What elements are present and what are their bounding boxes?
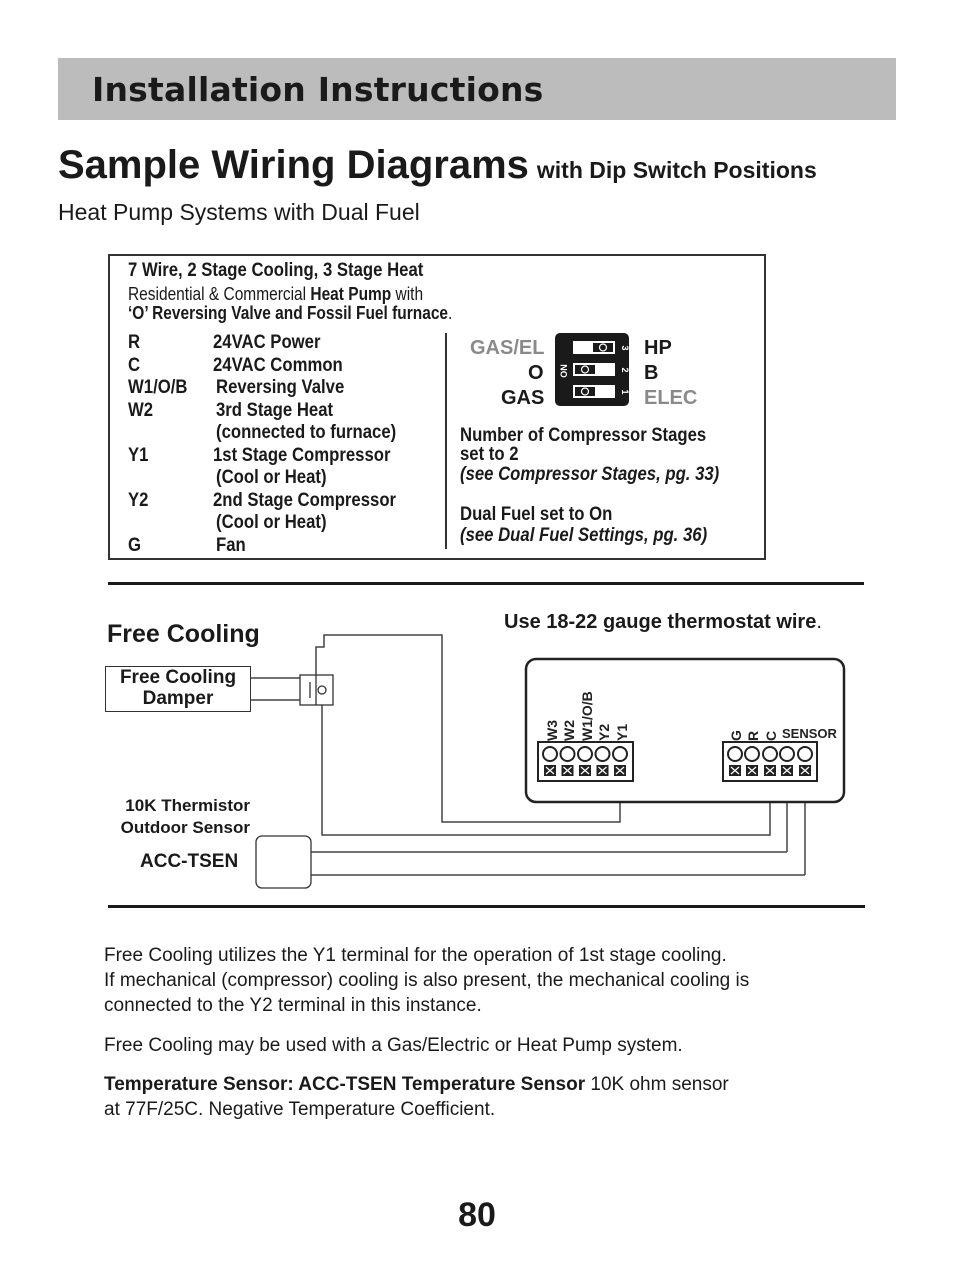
dip-switch-number: 1: [620, 389, 630, 395]
terminal-label-c: C: [763, 730, 779, 741]
desc-bold: Heat Pump: [310, 284, 392, 304]
dual-fuel-ref: (see Dual Fuel Settings, pg. 36): [460, 525, 708, 546]
spec-description-line1: [128, 285, 423, 303]
wire-desc: (Cool or Heat): [216, 467, 327, 488]
dip-label-gas: GAS: [501, 387, 545, 409]
desc-text: with: [391, 284, 424, 304]
wire-gauge-text: Use 18-22 gauge thermostat wire: [504, 611, 817, 633]
wire-desc: 3rd Stage Heat: [216, 400, 334, 421]
terminal-label-sensor: SENSOR: [782, 726, 837, 741]
wire-desc: 24VAC Power: [213, 332, 321, 353]
divider-rule: [108, 582, 864, 585]
compressor-note-line1: Number of Compressor Stages: [460, 425, 707, 446]
dip-switch-number: 2: [620, 367, 630, 373]
divider-rule: [108, 905, 865, 908]
sensor-model-label: ACC-TSEN: [140, 851, 239, 872]
dip-label-o: O: [528, 362, 544, 384]
terminal-label-r: R: [745, 730, 761, 741]
wiring-diagram: [0, 600, 954, 900]
left-terminal-block: [538, 742, 633, 781]
wire-terminal: W2: [128, 400, 154, 421]
terminal-label-w3: W3: [544, 720, 560, 741]
dip-switch-graphic: [555, 333, 631, 407]
wire-row: [128, 332, 140, 354]
body-line: Free Cooling utilizes the Y1 terminal for the operation of 1st stage cooling.: [104, 945, 727, 966]
wire-desc: 2nd Stage Compressor: [213, 490, 397, 511]
body-line: connected to the Y2 terminal in this instance.: [104, 995, 482, 1016]
outdoor-sensor-icon: [256, 836, 311, 888]
body-paragraph-1: [104, 943, 884, 1018]
page-number: 80: [458, 1196, 496, 1234]
body-line: at 77F/25C. Negative Temperature Coefficient.: [104, 1099, 496, 1120]
wire-list: [128, 332, 428, 562]
thermistor-label-line2: Outdoor Sensor: [120, 818, 250, 837]
page-title-suffix: with Dip Switch Positions: [536, 157, 817, 183]
damper-label-line1: Free Cooling: [119, 667, 237, 688]
damper-switch-icon: [300, 675, 333, 705]
wire-terminal: Y1: [128, 445, 149, 466]
sensor-spec-bold: Temperature Sensor: ACC-TSEN Temperature Sensor: [104, 1074, 586, 1095]
wire-desc: Reversing Valve: [216, 377, 345, 398]
dip-switch-number: 3: [620, 345, 630, 351]
body-line: [104, 1072, 884, 1097]
terminal-label-w2: W2: [561, 720, 577, 741]
wire-terminal: C: [128, 355, 141, 376]
dip-label-hp: HP: [644, 337, 672, 359]
desc-bold: ‘O’ Reversing Valve and Fossil Fuel furnace: [128, 303, 449, 323]
diagram-title: Free Cooling: [107, 620, 260, 648]
page-title: [58, 143, 817, 188]
wire-desc: 1st Stage Compressor: [213, 445, 391, 466]
right-terminal-block: [723, 742, 817, 781]
wire-desc: (connected to furnace): [216, 422, 397, 443]
desc-text: .: [448, 303, 453, 323]
wire-terminal: R: [128, 332, 141, 353]
wire-terminal: Y2: [128, 490, 149, 511]
thermistor-label-line1: 10K Thermistor: [125, 796, 250, 815]
dual-fuel-note: Dual Fuel set to On: [460, 504, 613, 525]
wire-terminal: W1/O/B: [128, 377, 188, 398]
body-paragraph-3: [104, 1072, 884, 1122]
wire-gauge-period: .: [816, 611, 822, 633]
terminal-label-y1: Y1: [614, 723, 630, 741]
body-line: If mechanical (compressor) cooling is also present, the mechanical cooling is: [104, 970, 750, 991]
spec-divider: [445, 333, 447, 549]
compressor-note-ref: (see Compressor Stages, pg. 33): [460, 464, 720, 485]
terminal-label-w1ob: W1/O/B: [579, 691, 595, 741]
sensor-spec-text: 10K ohm sensor: [585, 1074, 729, 1095]
wire-desc: (Cool or Heat): [216, 512, 327, 533]
page-subtitle: Heat Pump Systems with Dual Fuel: [58, 199, 420, 225]
wire-desc: Fan: [216, 535, 246, 556]
section-title: Installation Instructions: [92, 70, 544, 109]
dip-label-elec: ELEC: [644, 387, 698, 409]
wire-desc: 24VAC Common: [213, 355, 343, 376]
compressor-note-line2: set to 2: [460, 444, 519, 465]
wire-terminal: G: [128, 535, 142, 556]
desc-text: Residential & Commercial: [128, 284, 311, 304]
spec-heading: 7 Wire, 2 Stage Cooling, 3 Stage Heat: [128, 260, 424, 281]
dip-on-label: ON: [559, 364, 569, 378]
terminal-label-g: G: [728, 730, 744, 741]
damper-label-line2: Damper: [142, 688, 214, 709]
dip-label-b: B: [644, 362, 659, 384]
spec-description-line2: [128, 304, 452, 322]
page-title-main: Sample Wiring Diagrams: [58, 143, 529, 187]
terminal-label-y2: Y2: [596, 723, 612, 741]
body-paragraph-2: Free Cooling may be used with a Gas/Electric or Heat Pump system.: [104, 1035, 683, 1056]
dip-label-gas-el: GAS/EL: [470, 337, 545, 359]
